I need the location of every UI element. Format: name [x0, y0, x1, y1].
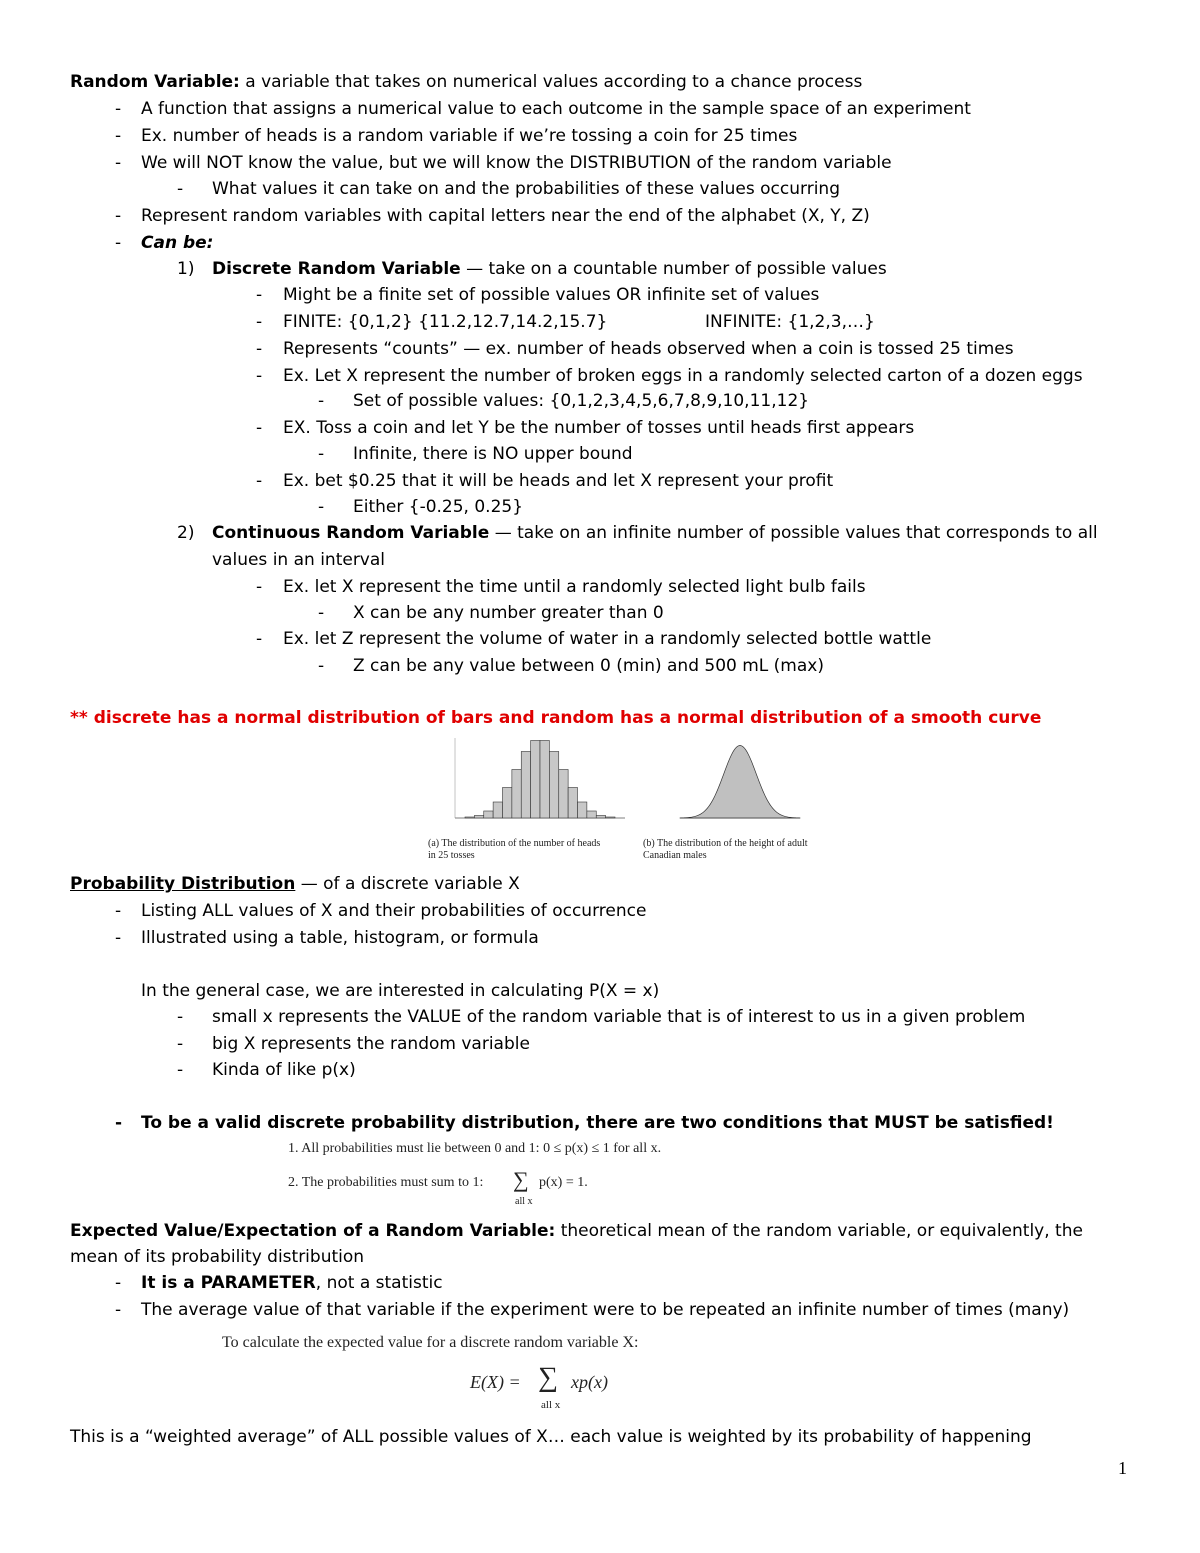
- page-number: 1: [1118, 1458, 1127, 1478]
- pd-general: In the general case, we are interested in calculating P(X = x): [141, 981, 660, 1001]
- discrete-subitem: Either {-0.25, 0.25}: [353, 497, 524, 517]
- histogram-bar: [606, 817, 615, 818]
- weighted-average: This is a “weighted average” of ALL possible values of X… each value is weighted by its probability of happening: [70, 1427, 1032, 1447]
- discrete-term: Discrete Random Variable: [212, 259, 461, 279]
- continuous-heading: [212, 522, 1098, 544]
- caption-b-line1: (b) The distribution of the height of adult: [643, 838, 808, 849]
- histogram-bar: [493, 802, 502, 818]
- rv-bullet: Ex. number of heads is a random variable if we’re tossing a coin for 25 times: [141, 126, 798, 146]
- pd-heading: [70, 873, 520, 895]
- ev-formula-lhs: E(X) =: [470, 1372, 521, 1392]
- rv-def-text: a variable that takes on numerical values according to a chance process: [239, 72, 863, 92]
- rv-bullet: A function that assigns a numerical value to each outcome in the sample space of an experiment: [141, 99, 971, 119]
- histogram-bar: [549, 752, 558, 819]
- ev-parameter-rest: , not a statistic: [315, 1273, 443, 1293]
- pd-sub: Kinda of like p(x): [212, 1060, 356, 1080]
- dash: -: [256, 629, 263, 649]
- can-be-label: Can be:: [141, 233, 214, 253]
- histogram-bar: [568, 788, 577, 819]
- rv-term: Random Variable:: [70, 72, 240, 92]
- discrete-item: EX. Toss a coin and let Y be the number of tosses until heads first appears: [283, 418, 915, 438]
- ev-def-cont: mean of its probability distribution: [70, 1247, 365, 1267]
- dash: -: [115, 1113, 123, 1133]
- dash: -: [115, 928, 122, 948]
- sum-symbol: ∑: [538, 1362, 558, 1393]
- rv-subbullet: What values it can take on and the probabilities of these values occurring: [212, 179, 840, 199]
- histogram-bar: [531, 741, 540, 819]
- dash: -: [318, 656, 325, 676]
- ev-def: theoretical mean of the random variable, or equivalently, the: [555, 1221, 1083, 1241]
- continuous-subitem: X can be any number greater than 0: [353, 603, 664, 623]
- pd-def: — of a discrete variable X: [295, 874, 520, 894]
- dash: -: [115, 126, 122, 146]
- discrete-item: Ex. Let X represent the number of broken eggs in a randomly selected carton of a dozen eggs: [283, 366, 1083, 386]
- discrete-subitem: Set of possible values: {0,1,2,3,4,5,6,7,8,9,10,11,12}: [353, 391, 810, 411]
- histogram-bar: [521, 752, 530, 819]
- dash: -: [115, 206, 122, 226]
- dash: -: [318, 603, 325, 623]
- rv-definition: [70, 71, 862, 93]
- distribution-note: ** discrete has a normal distribution of bars and random has a normal distribution of a smooth curve: [70, 708, 1042, 728]
- histogram-bar: [465, 817, 474, 818]
- dash: -: [115, 153, 122, 173]
- pd-sub: big X represents the random variable: [212, 1034, 530, 1054]
- dash: -: [177, 1007, 184, 1027]
- ev-heading: [70, 1220, 1083, 1242]
- histogram-bar: [559, 770, 568, 819]
- rv-bullet: We will NOT know the value, but we will know the DISTRIBUTION of the random variable: [141, 153, 892, 173]
- discrete-item: Ex. bet $0.25 that it will be heads and let X represent your profit: [283, 471, 834, 491]
- histogram-bar: [578, 802, 587, 818]
- density-curve-area: [680, 746, 800, 819]
- dash: -: [256, 577, 263, 597]
- dash: -: [115, 1273, 122, 1293]
- dash: -: [318, 444, 325, 464]
- histogram-heads-chart: [425, 733, 635, 838]
- dash: -: [177, 1060, 184, 1080]
- discrete-item: Might be a finite set of possible values OR infinite set of values: [283, 285, 820, 305]
- ev-formula-rhs: xp(x): [571, 1372, 608, 1392]
- height-density-chart: [655, 733, 805, 838]
- continuous-item: Ex. let X represent the time until a randomly selected light bulb fails: [283, 577, 866, 597]
- discrete-item-infinite: INFINITE: {1,2,3,…}: [705, 312, 875, 332]
- dash: -: [256, 471, 263, 491]
- dash: -: [318, 391, 325, 411]
- condition-2: 2. The probabilities must sum to 1:: [288, 1175, 484, 1190]
- dash: -: [115, 99, 122, 119]
- histogram-bar: [587, 811, 596, 818]
- sum-symbol: ∑: [513, 1167, 529, 1192]
- pd-bullet: Illustrated using a table, histogram, or formula: [141, 928, 539, 948]
- discrete-item: Represents “counts” — ex. number of heads observed when a coin is tossed 25 times: [283, 339, 1014, 359]
- rv-bullet: Represent random variables with capital letters near the end of the alphabet (X, Y, Z): [141, 206, 870, 226]
- condition-1: 1. All probabilities must lie between 0 and 1: 0 ≤ p(x) ≤ 1 for all x.: [288, 1141, 662, 1156]
- condition-2-sub: all x: [515, 1196, 533, 1207]
- discrete-number: 1): [177, 259, 195, 279]
- histogram-bar: [474, 816, 483, 819]
- histogram-bar: [540, 741, 549, 819]
- pd-sub: small x represents the VALUE of the random variable that is of interest to us in a given problem: [212, 1007, 1026, 1027]
- condition-2-sum: p(x) = 1.: [539, 1175, 588, 1190]
- discrete-heading: [212, 258, 887, 280]
- continuous-def-cont: values in an interval: [212, 550, 386, 570]
- dash: -: [256, 312, 263, 332]
- ev-calc-text: To calculate the expected value for a discrete random variable X:: [222, 1334, 639, 1351]
- dash: -: [256, 366, 263, 386]
- continuous-item: Ex. let Z represent the volume of water in a randomly selected bottle wattle: [283, 629, 932, 649]
- continuous-number: 2): [177, 523, 195, 543]
- histogram-bar: [484, 811, 493, 818]
- continuous-def: — take on an infinite number of possible values that corresponds to all: [489, 523, 1098, 543]
- valid-conditions: To be a valid discrete probability distribution, there are two conditions that MUST be satisfied!: [141, 1113, 1054, 1133]
- ev-bullet: The average value of that variable if the experiment were to be repeated an infinite number of times (many): [141, 1300, 1070, 1320]
- dash: -: [318, 497, 325, 517]
- continuous-term: Continuous Random Variable: [212, 523, 490, 543]
- histogram-bar: [512, 770, 521, 819]
- ev-term: Expected Value/Expectation of a Random Variable:: [70, 1221, 556, 1241]
- discrete-item-finite: FINITE: {0,1,2} {11.2,12.7,14.2,15.7}: [283, 312, 608, 332]
- dash: -: [115, 233, 122, 253]
- ev-bullet-parameter: [141, 1272, 443, 1294]
- ev-parameter-bold: It is a PARAMETER: [141, 1273, 316, 1293]
- dash: -: [256, 339, 263, 359]
- dash: -: [115, 1300, 122, 1320]
- pd-term: Probability Distribution: [70, 874, 296, 894]
- caption-a-line2: in 25 tosses: [428, 850, 475, 861]
- discrete-subitem: Infinite, there is NO upper bound: [353, 444, 633, 464]
- caption-a-line1: (a) The distribution of the number of heads: [428, 838, 601, 849]
- ev-formula-sub: all x: [541, 1399, 561, 1411]
- dash: -: [256, 418, 263, 438]
- continuous-subitem: Z can be any value between 0 (min) and 500 mL (max): [353, 656, 824, 676]
- dash: -: [115, 901, 122, 921]
- histogram-bar: [503, 788, 512, 819]
- pd-bullet: Listing ALL values of X and their probabilities of occurrence: [141, 901, 647, 921]
- dash: -: [177, 1034, 184, 1054]
- dash: -: [177, 179, 184, 199]
- caption-b-line2: Canadian males: [643, 850, 707, 861]
- discrete-def: — take on a countable number of possible values: [460, 259, 887, 279]
- dash: -: [256, 285, 263, 305]
- histogram-bar: [596, 816, 605, 819]
